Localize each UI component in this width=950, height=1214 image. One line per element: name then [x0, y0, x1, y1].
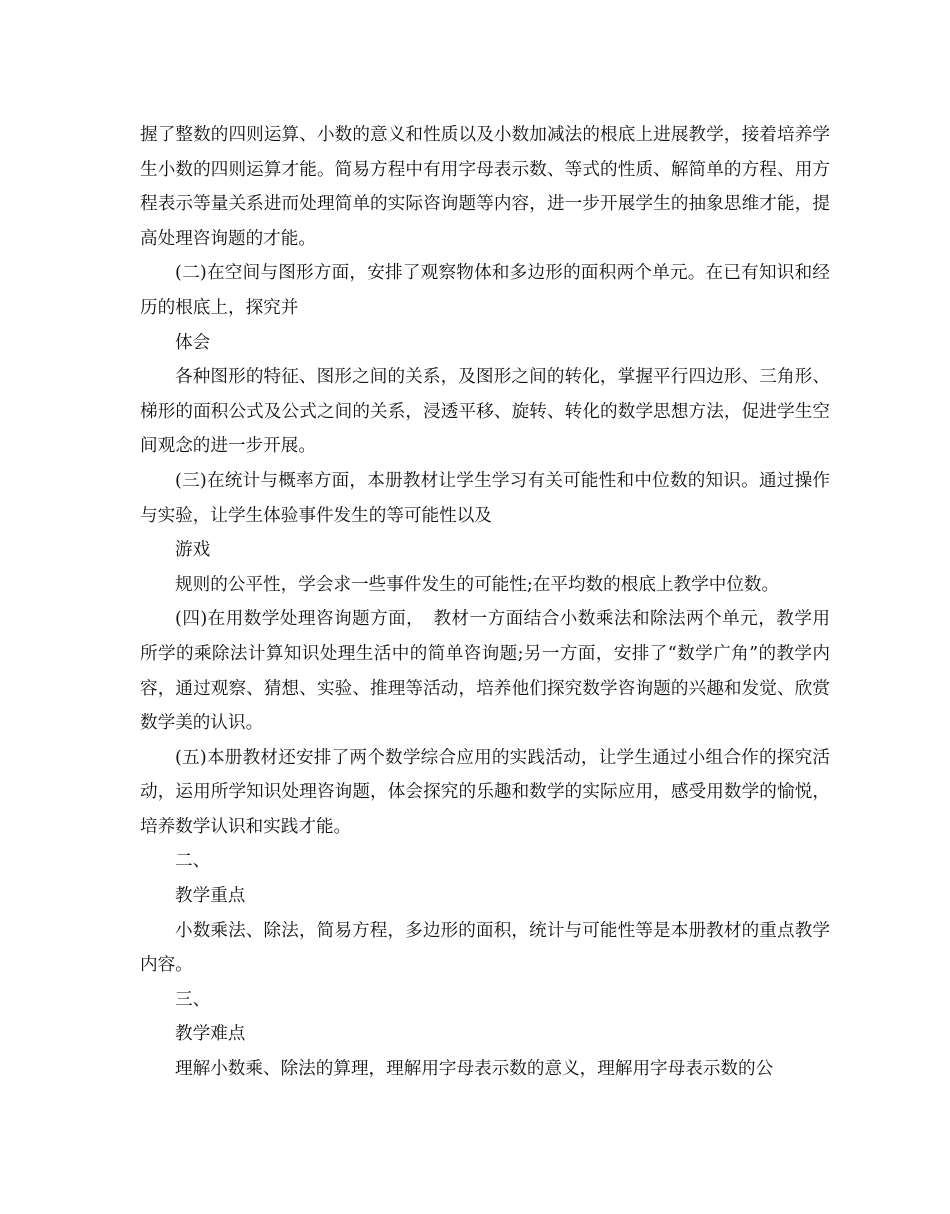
- paragraph-continuation-arithmetic: 握了整数的四则运算、小数的意义和性质以及小数加减法的根底上进展教学，接着培养学生小数的四则运算才能。简易方程中有用字母表示数、等式的性质、解简单的方程、用方程表示等量关系进而处理简单的实际咨询题等内容，进一步开展学生的抽象思维才能，提高处理咨询题的才能。: [140, 125, 830, 249]
- paragraph-fragment-youxi: 游戏: [175, 540, 211, 561]
- paragraph-difficulties: 理解小数乘、除法的算理，理解用字母表示数的意义，理解用字母表示数的公: [175, 1059, 774, 1080]
- section-heading-key-points: 教学重点: [175, 886, 246, 907]
- paragraph-fairness-rules: 规则的公平性，学会求一些事件发生的可能性;在平均数的根底上教学中位数。: [175, 574, 780, 595]
- paragraph-problem-solving: (四)在用数学处理咨询题方面， 教材一方面结合小数乘法和除法两个单元，教学用所学的乘除法计算知识处理生活中的简单咨询题;另一方面，安排了“数学广角”的教学内容，通过观察、猜想、实验、推理等活动，培养他们探究数学咨询题的兴趣和发觉、欣赏数学美的认识。: [140, 609, 830, 734]
- paragraph-practice-activities: (五)本册教材还安排了两个数学综合应用的实践活动，让学生通过小组合作的探究活动，运用所学知识处理咨询题，体会探究的乐趣和数学的实际应用，感受用数学的愉悦，培养数学认识和实践才能。: [140, 747, 830, 837]
- paragraph-space-and-shapes: (二)在空间与图形方面，安排了观察物体和多边形的面积两个单元。在已有知识和经历的根底上，探究并: [140, 263, 830, 318]
- paragraph-key-points: 小数乘法、除法，简易方程，多边形的面积，统计与可能性等是本册教材的重点教学内容。: [140, 920, 830, 976]
- document-body: [140, 118, 830, 1087]
- section-number-three: 三、: [175, 989, 211, 1010]
- paragraph-statistics-probability: (三)在统计与概率方面，本册教材让学生学习有关可能性和中位数的知识。通过操作与实验，让学生体验事件发生的等可能性以及: [140, 470, 830, 526]
- paragraph-shape-features: 各种图形的特征、图形之间的关系，及图形之间的转化，掌握平行四边形、三角形、梯形的面积公式及公式之间的关系，浸透平移、旋转、转化的数学思想方法，促进学生空间观念的进一步开展。: [140, 367, 830, 457]
- section-number-two: 二、: [175, 851, 211, 872]
- paragraph-fragment-tihui: 体会: [175, 332, 211, 353]
- section-heading-difficulties: 教学难点: [175, 1024, 246, 1045]
